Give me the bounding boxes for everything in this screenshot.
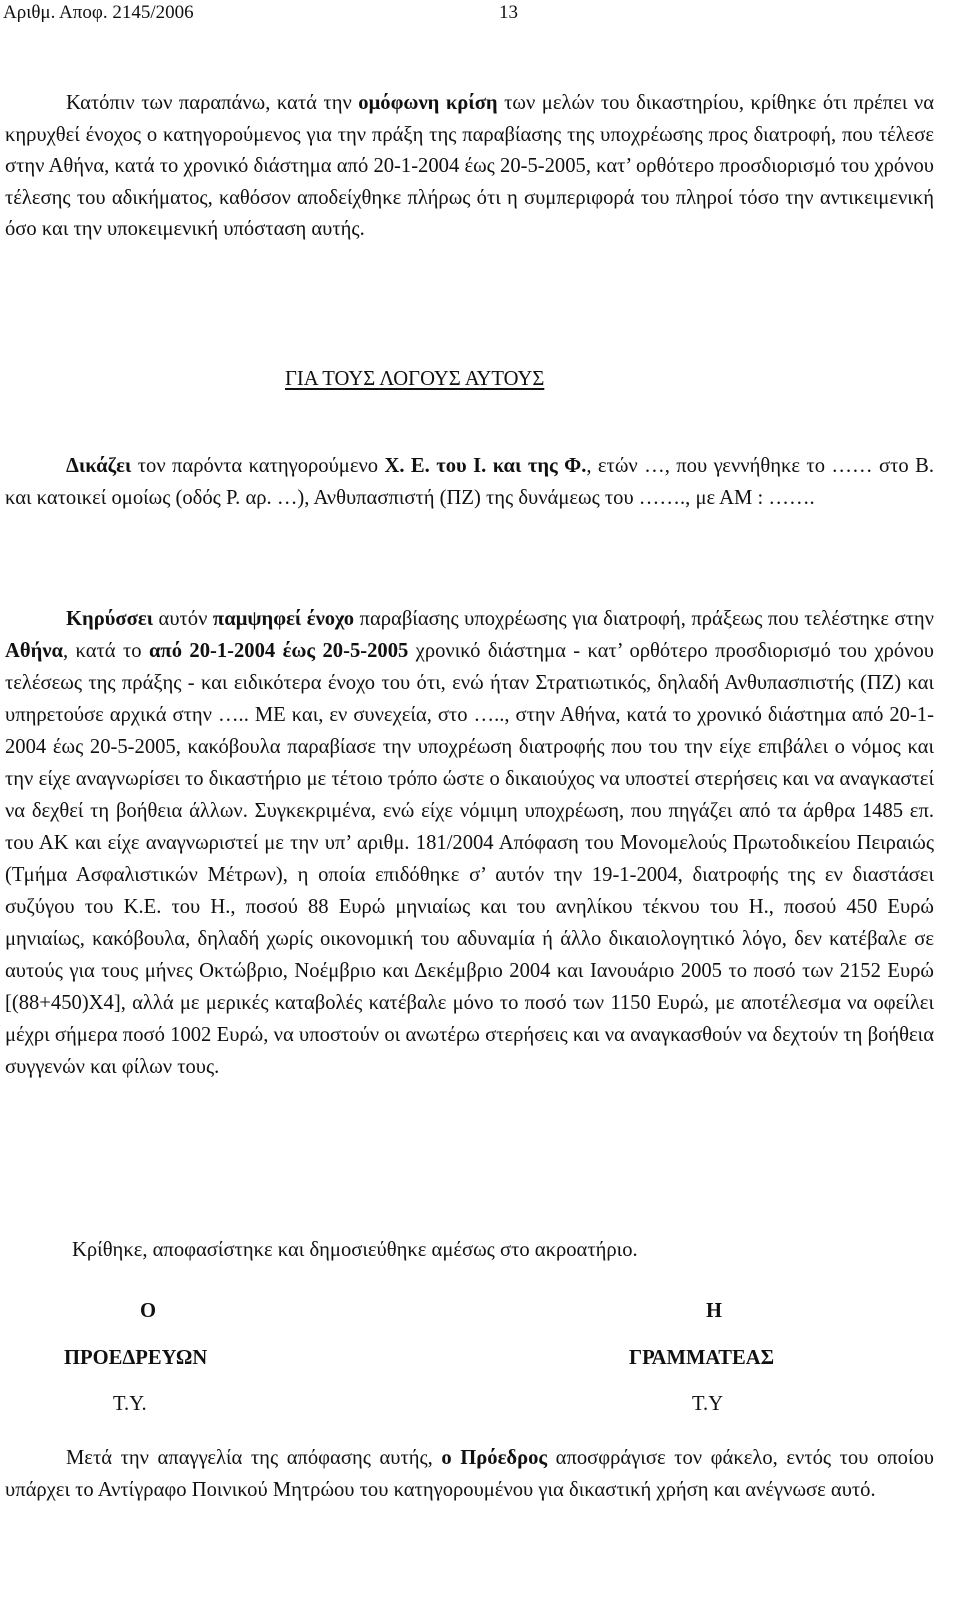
- bold-text-run: Κηρύσσει: [66, 608, 154, 630]
- text-run: των μελών του δικαστηρίου, κρίθηκε ότι πρέπει να κηρυχθεί ένοχος ο κατηγορούμενος για την πράξη της παραβίασης της υποχρέωσης προς διατροφή, που τέλεσε στην Αθήνα, κατά το χρονικό διάστημα από 20-1-2004 έως 20-5-2005, κατ’ ορθότερο προσδιορισμό του χρόνου τέλεσης του αδικήματος, καθόσον αποδείχθηκε πλήρως ότι η συμπεριφορά του πληροί τόσο την αντικειμενική όσο και την υποκειμενική υπόσταση αυτής.: [5, 92, 935, 240]
- section-heading: ΓΙΑ ΤΟΥΣ ΛΟΓΟΥΣ ΑΥΤΟΥΣ: [285, 368, 545, 390]
- text-run: παραβίασης υποχρέωσης για διατροφή, πράξεως που τελέστηκε στην: [354, 608, 934, 630]
- signature-right-ty: Τ.Υ: [692, 1393, 724, 1415]
- bold-text-run: ομόφωνη κρίση: [358, 92, 498, 114]
- signature-right-article: Η: [706, 1300, 723, 1322]
- paragraph-verdict-reasoning: [5, 88, 934, 246]
- closing-statement: Κρίθηκε, αποφασίστηκε και δημοσιεύθηκε αμέσως στο ακροατήριο.: [72, 1239, 638, 1261]
- signature-right-title: ΓΡΑΜΜΑΤΕΑΣ: [629, 1347, 775, 1369]
- signature-left-title: ΠΡΟΕΔΡΕΥΩΝ: [64, 1347, 208, 1369]
- text-run: αποσφράγισε τον φάκελο, εντός του οποίου υπάρχει το Αντίγραφο Ποινικού Μητρώου του κατηγορουμένου για δικαστική χρήση και ανέγνωσε αυτό.: [5, 1447, 934, 1501]
- paragraph-conviction: [5, 603, 934, 1083]
- bold-text-run: από 20-1-2004 έως 20-5-2005: [148, 640, 409, 662]
- page-number: 13: [499, 2, 518, 23]
- text-run: Μετά την απαγγελία της απόφασης αυτής,: [66, 1447, 442, 1469]
- text-run: , κατά το: [63, 640, 149, 662]
- paragraph-judgment: [5, 451, 934, 514]
- bold-text-run: παμψηφεί ένοχο: [212, 608, 355, 630]
- paragraph-final-note: [5, 1443, 934, 1506]
- text-run: τον παρόντα κατηγορούμενο: [131, 455, 385, 477]
- signature-left-ty: Τ.Υ.: [113, 1393, 147, 1415]
- bold-text-run: Δικάζει: [66, 455, 132, 477]
- text-run: αυτόν: [153, 608, 213, 630]
- bold-text-run: Χ. Ε. του Ι. και της Φ.: [384, 455, 587, 477]
- bold-text-run: Αθήνα: [5, 640, 64, 662]
- bold-text-run: ο Πρόεδρος: [441, 1447, 548, 1469]
- text-run: χρονικό διάστημα - κατ’ ορθότερο προσδιορισμό του χρόνου τελέσεως της πράξης - και ειδικότερα ένοχο του ότι, ενώ ήταν Στρατιωτικός, δηλαδή Ανθυπασπιστής (ΠΖ) και υπηρετούσε αρχικά στην ….. ΜΕ και, εν συνεχεία, στο ….., στην Αθήνα, κατά το χρονικό διάστημα από 20-1-2004 έως 20-5-2005, κακόβουλα παραβίασε την υποχρέωση διατροφής που του την είχε επιβάλει ο νόμος και την είχε αναγνωρίσει το δικαστήριο με τέτοιο τρόπο ώστε ο δικαιούχος να υποστεί στερήσεις και να αναγκαστεί να δεχθεί τη βοήθεια άλλων. Συγκεκριμένα, ενώ είχε νόμιμη υποχρέωση, που πηγάζει από τα άρθρα 1485 επ. του ΑΚ και είχε αναγνωριστεί με την υπ’ αριθμ. 181/2004 Απόφαση του Μονομελούς Πρωτοδικείου Πειραιώς (Τμήμα Ασφαλιστικών Μέτρων), η οποία επιδόθηκε σ’ αυτόν την 19-1-2004, διατροφής της εν διαστάσει συζύγου του Κ.Ε. του Η., ποσού 88 Ευρώ μηνιαίως και του ανηλίκου τέκνου του Η., ποσού 450 Ευρώ μηνιαίως, κακόβουλα, δηλαδή χωρίς οικονομική του αδυναμία ή άλλο δικαιολογητικό λόγο, δεν κατέβαλε σε αυτούς για τους μήνες Οκτώβριο, Νοέμβριο και Δεκέμβριο 2004 και Ιανουάριο 2005 το ποσό των 2152 Ευρώ [(88+450)Χ4], αλλά με μερικές καταβολές κατέβαλε μόνο το ποσό των 1150 Ευρώ, με αποτέλεσμα να οφείλει μέχρι σήμερα ποσό 1002 Ευρώ, να υποστούν οι ανωτέρω στερήσεις και να αναγκασθούν να δεχτούν τη βοήθεια συγγενών και φίλων τους.: [5, 640, 934, 1078]
- text-run: Κατόπιν των παραπάνω, κατά την: [66, 92, 359, 114]
- signature-left-article: Ο: [140, 1300, 157, 1322]
- page-header: [3, 0, 543, 26]
- decision-number: Αριθμ. Αποφ. 2145/2006: [3, 2, 194, 23]
- text-run: , ετών …, που γεννήθηκε το …… στο Β. και κατοικεί ομοίως (οδός Ρ. αρ. …), Ανθυπασπιστή (ΠΖ) της δυνάμεως του ……., με ΑΜ : …….: [5, 455, 934, 509]
